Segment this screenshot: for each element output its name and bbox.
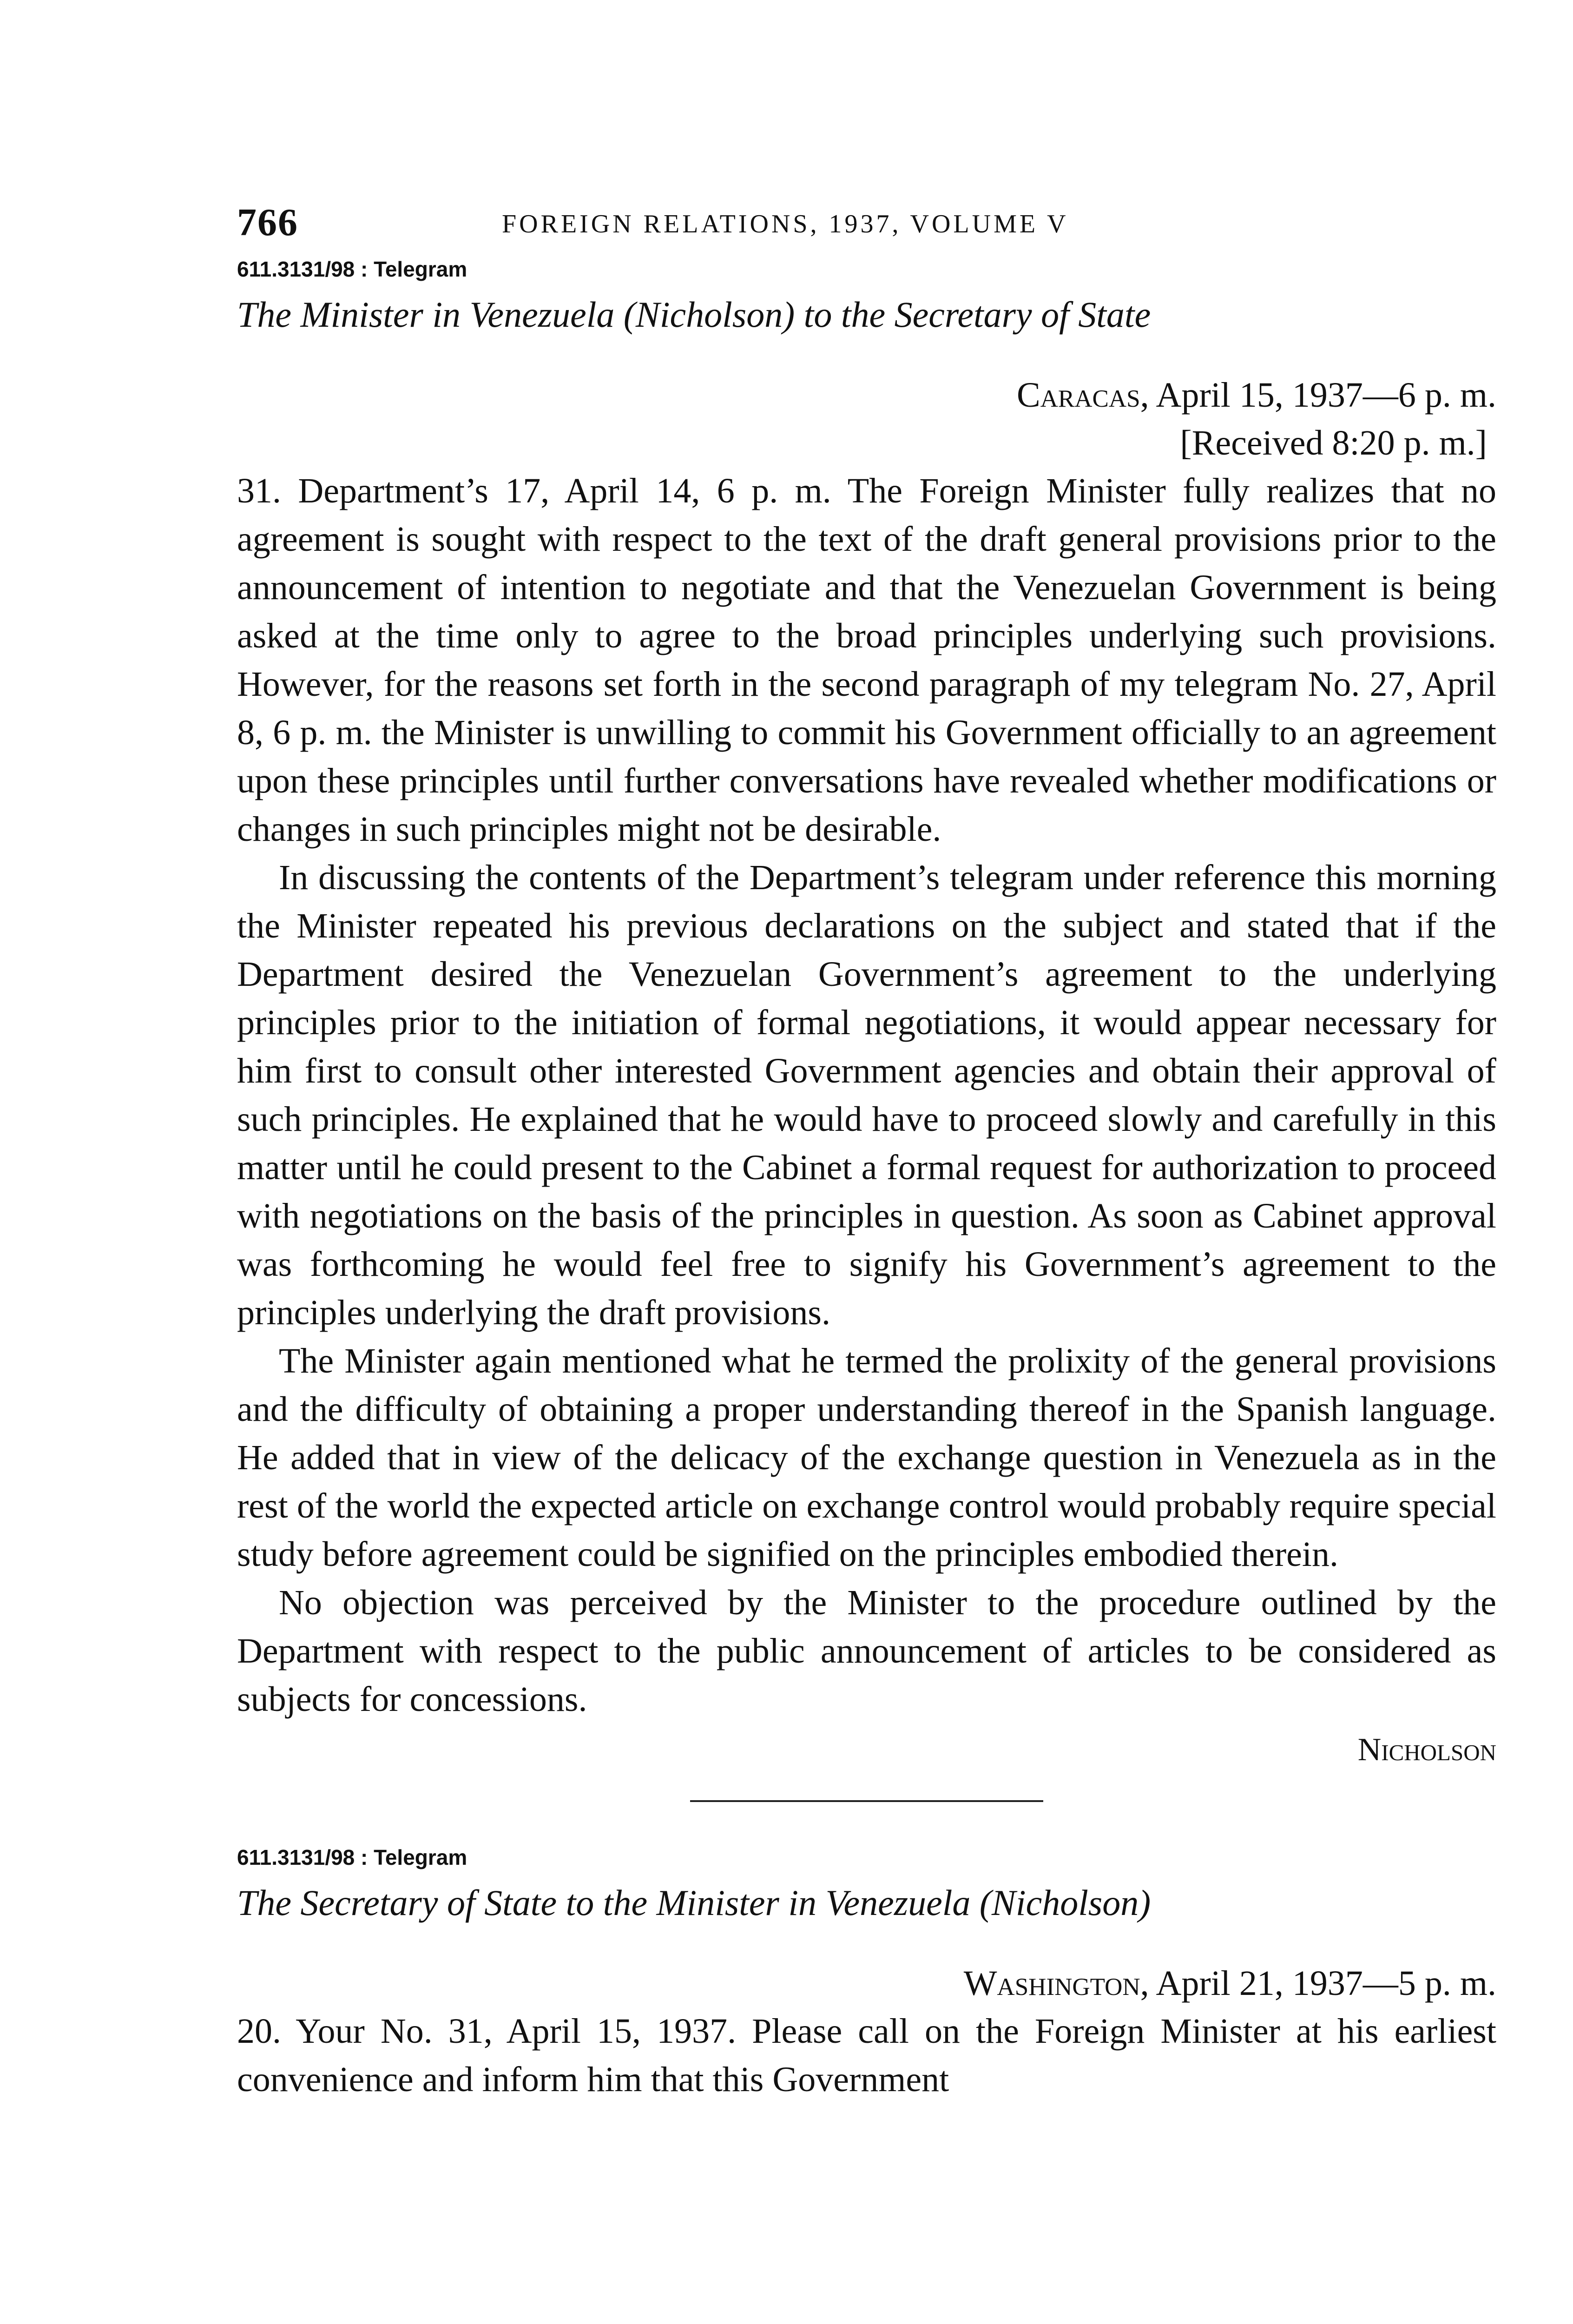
- file-reference: 611.3131/98 : Telegram: [237, 257, 467, 281]
- dateline-date: April 21, 1937—5 p. m.: [1156, 1963, 1496, 2003]
- dateline-place: Washington,: [963, 1963, 1149, 2003]
- received-time: [Received 8:20 p. m.]: [1180, 423, 1487, 462]
- telegram-2: [237, 1844, 1496, 2104]
- document-page: [237, 200, 1496, 2104]
- dateline-place: Caracas,: [1016, 376, 1149, 415]
- body-paragraph: The Minister again mentioned what he termed the prolixity of the general provisions and the difficulty of obtaining a proper understanding thereof in the Spanish language. He added that in view of the delicacy of the exchange question in Venezuela as in the rest of the world the expected article on exchange control would probably require special study before agreement could be signified on the principles embodied therein.: [237, 1341, 1496, 1574]
- dateline: [237, 371, 1496, 419]
- document-title: The Secretary of State to the Minister in Venezuela (Nicholson): [237, 1882, 1151, 1923]
- section-divider: [690, 1800, 1043, 1802]
- body-paragraph: In discussing the contents of the Department’s telegram under reference this morning the Minister repeated his previous declarations on the subject and stated that if the Department desired the Venezuelan Government’s agreement to the underlying principles prior to the initiation of formal negotiations, it would appear necessary for him first to consult other interested Government agencies and obtain their approval of such principles. He explained that he would have to proceed slowly and carefully in this matter until he could present to the Cabinet a formal request for authorization to proceed with negotiations on the basis of the principles in question. As soon as Cabinet approval was forthcoming he would feel free to signify his Government’s agreement to the principles underlying the draft provisions.: [237, 858, 1496, 1333]
- running-head: [237, 200, 1496, 256]
- signature: Nicholson: [1357, 1732, 1496, 1768]
- dateline-date: April 15, 1937—6 p. m.: [1156, 376, 1496, 415]
- body-paragraph: 31. Department’s 17, April 14, 6 p. m. The Foreign Minister fully realizes that no agreement is sought with respect to the text of the draft general provisions prior to the announcement of intention to negotiate and that the Venezuelan Government is being asked at the time only to agree to the broad principles underlying such provisions. However, for the reasons set forth in the second paragraph of my telegram No. 27, April 8, 6 p. m. the Minister is unwilling to commit his Government officially to an agreement upon these principles until further conversations have revealed whether modifications or changes in such principles might not be desirable.: [237, 471, 1496, 849]
- document-title: The Minister in Venezuela (Nicholson) to the Secretary of State: [237, 294, 1151, 335]
- body-paragraph: 20. Your No. 31, April 15, 1937. Please call on the Foreign Minister at his earliest convenience and inform him that this Government: [237, 2012, 1496, 2100]
- running-title: FOREIGN RELATIONS, 1937, VOLUME V: [502, 210, 1069, 238]
- file-reference: 611.3131/98 : Telegram: [237, 1845, 467, 1869]
- dateline: [237, 1960, 1496, 2007]
- body-paragraph: No objection was perceived by the Minister to the procedure outlined by the Department with respect to the public announcement of articles to be considered as subjects for concessions.: [237, 1583, 1496, 1719]
- page-number: 766: [237, 201, 298, 244]
- telegram-1: [237, 256, 1496, 1772]
